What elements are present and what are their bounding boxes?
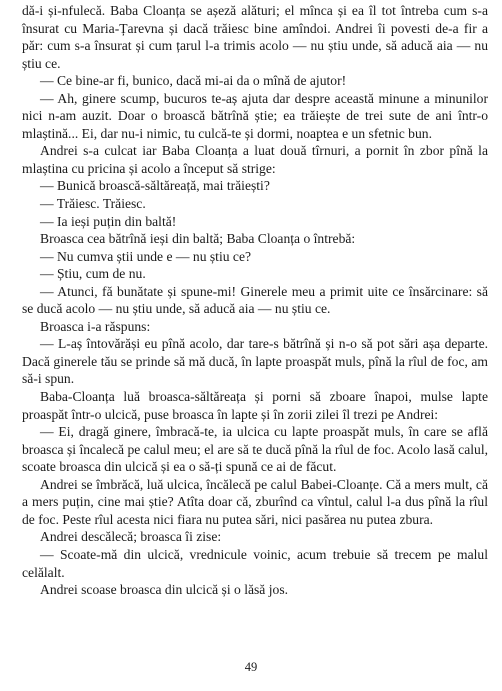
paragraph: — Ce bine-ar fi, bunico, dacă mi-ai da o mînă de ajutor! xyxy=(40,73,347,89)
paragraph: — Atunci, fă bunătate și spune-mi! Ginerele meu a primit uite ce însărcinare: să se ducă acolo — nu știu unde, să aducă aia — nu știu ce. xyxy=(22,283,488,317)
paragraph: dă-i și-nfulecă. Baba Cloanța se așeză alături; el mînca și ea îl tot întreba cum s-a însurat cu Maria-Țarevna și dacă trăiesc bine amîndoi. Andrei îi povesti de-a fir a păr: cum s-a însurat și cum țarul l-a trimis acolo — nu știu unde, să aducă aia — nu știu ce. xyxy=(22,3,488,71)
paragraph: — Scoate-mă din ulcică, vrednicule voinic, acum trebuie să trecem pe malul celălalt. xyxy=(22,546,488,580)
paragraph: Andrei scoase broasca din ulcică și o lăsă jos. xyxy=(40,582,289,598)
page-number: 49 xyxy=(244,660,258,674)
paragraph: Broasca i-a răspuns: xyxy=(40,318,151,334)
paragraph: — Ah, ginere scump, bucuros te-aș ajuta dar despre această minune a minunilor nici n-am auzit. Doar o broască bătrînă știe; ea trăiește de trei sute de ani într-o mlaștină... Ei, dar nu-i nimic, tu culcă-te și dormi, noaptea e un sfetnic bun. xyxy=(22,90,488,141)
paragraph: Andrei descălecă; broasca îi zise: xyxy=(40,529,222,545)
paragraph: — Bunică broască-săltăreață, mai trăiești? xyxy=(40,178,270,194)
paragraph: Broasca cea bătrînă ieși din baltă; Baba Cloanța o întrebă: xyxy=(40,231,356,247)
paragraph: Andrei se îmbrăcă, luă ulcica, încălecă pe calul Babei-Cloanțe. Că a mers mult, că a mers puțin, cine mai știe? Atîta doar că, zburînd ca vîntul, calul l-a dus pînă la rîul de foc. Peste rîul acesta nici fiara nu putea sări, nici pasărea nu putea zbura. xyxy=(22,476,488,527)
paragraph: — L-aș întovărăși eu pînă acolo, dar tare-s bătrînă și n-o să pot sări așa departe. Dacă ginerele tău se prinde să mă ducă, în lapte proaspăt muls, pînă la rîul de foc, am să-i spun. xyxy=(22,336,488,387)
paragraph: — Trăiesc. Trăiesc. xyxy=(40,196,146,212)
paragraph: Baba-Cloanța luă broasca-săltăreața și porni să zboare înapoi, mulse lapte proaspăt într-o ulcică, puse broasca în lapte și în zorii zilei îl trezi pe Andrei: xyxy=(22,389,488,422)
page-text xyxy=(22,2,488,599)
paragraph: — Nu cumva știi unde e — nu știu ce? xyxy=(40,248,252,264)
paragraph: — Știu, cum de nu. xyxy=(40,266,146,282)
paragraph: — Ei, dragă ginere, îmbracă-te, ia ulcica cu lapte proaspăt muls, în care se află broasca și încalecă pe calul meu; el are să te ducă pînă la rîul de foc. Acolo lasă calul, scoate broasca din ulcică și ea o să-ți spună ce ai de făcut. xyxy=(22,424,488,475)
paragraph: — Ia ieși puțin din baltă! xyxy=(40,213,177,229)
paragraph: Andrei s-a culcat iar Baba Cloanța a luat două tîrnuri, a pornit în zbor pînă la mlaștina cu pricina și acolo a început să strige: xyxy=(22,143,488,176)
